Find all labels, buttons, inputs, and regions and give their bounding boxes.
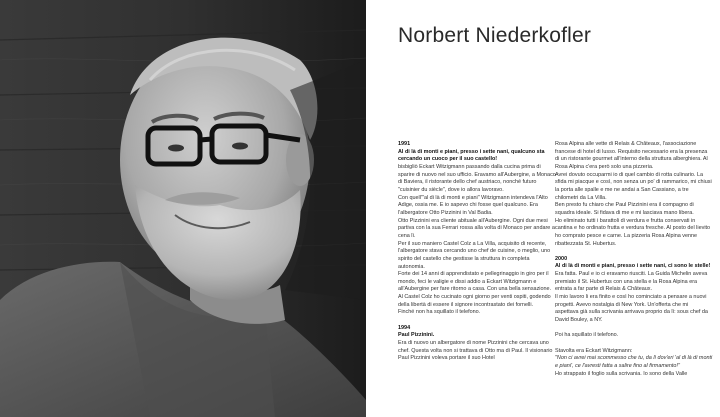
quote: "Non ci avrei mai scommesso che tu, da lì dov'eri 'al di là di monti e piani', ce l'avresti fatta a salire fino al firmamento!" bbox=[555, 355, 713, 369]
paragraph: Rosa Alpina alle vette di Relais & Châteaux, l'associazione francese di hotel di lusso. Requisito necessario era la presenza di un ristorante gourmet all'interno della struttura alberghiera. Al Rosa Alpina c'era però solo una pizzeria. bbox=[555, 141, 708, 170]
paragraph: Il mio lavoro li era finito e così ho cominciato a pensare a nuovi progetti. Avevo nostalgia di New York. Un'offerta che mi aspettava già sulla scrivania arrivava proprio da lì: sous chef da David Bouley, a NY. bbox=[555, 294, 708, 324]
year-heading: 2000 bbox=[555, 255, 568, 262]
text-page bbox=[366, 0, 720, 417]
section-heading: Al di là di monti e piani, presso i sette nani, qualcuno sta cercando un cuoco per il suo castello! bbox=[398, 148, 545, 163]
paragraph: Otto Pizzinini era cliente abituale all'Aubergine. Ogni due mesi partiva con la sua Ferrari rossa alla volta di Monaco per andare a cena lì. bbox=[398, 217, 555, 239]
paragraph: Poi ha squillato il telefono. bbox=[555, 332, 619, 339]
paragraph: Era fatta. Paul e io ci eravamo riusciti. La Guida Michelin aveva premiato il St. Hubertus con una stella e la Rosa Alpina era entrata a far parte di Relais & Châteaux. bbox=[555, 271, 708, 293]
paragraph: Avrei dovuto occuparmi io di quel cambio di rotta culinario. La sfida mi piacque e così, non senza un po' di rammarico, mi chiusi la porta alle spalle e me ne andai a San Cassiano, a tre chilometri da La Villa. bbox=[555, 171, 712, 201]
paragraph: Al Castel Colz ho cucinato ogni giorno per venti ospiti, godendo della libertà di essere il signore incontrastato dei fornelli. bbox=[398, 294, 551, 308]
paragraph: Era di nuovo un albergatore di nome Pizzinini che cercava uno chef. Questa volta non si trattava di Otto ma di Paul. Il visionario Paul Pizzinini voleva portare il suo Hotel bbox=[398, 340, 553, 362]
paragraph: Ho eliminato tutti i barattoli di verdura e frutta conservati in cantina e ho ordinato frutta e verdura fresche. Al posto del lievito ho comprato pesce e carne. La pizzeria Rosa Alpina venne ribattezzata St. Hubertus. bbox=[555, 217, 711, 247]
paragraph: Per il suo maniero Castel Colz a La Villa, acquisito di recente, l'albergatore stava cercando uno chef de cuisine, o meglio, uno spirito del castello che gestisse la struttura in completa autonomia. bbox=[398, 240, 551, 270]
paragraph: Ben presto fu chiaro che Paul Pizzinini era il compagno di squadra ideale. Si fidava di me e mi lasciava mano libera. bbox=[555, 202, 694, 216]
page-title: Norbert Niederkofler bbox=[398, 24, 592, 47]
year-heading: 1994 bbox=[398, 324, 411, 331]
section-heading: Paul Pizzinini. bbox=[398, 332, 435, 339]
section-heading: Al di là di monti e piani, presso i sette nani, ci sono le stelle! bbox=[555, 263, 711, 270]
paragraph: Stavolta era Eckart Witzigmann: bbox=[555, 347, 633, 354]
text-column-right bbox=[555, 141, 713, 378]
paragraph: Con quell'"al di là di monti e piani" Witzigmann intendeva l'Alto Adige, ossia me. E io sapevo chi fosse quel qualcuno. Era l'albergatore Otto Pizzinini in Val Badia. bbox=[398, 194, 548, 216]
paragraph: Ho strappato il foglio sulla scrivania. Io sono della Valle bbox=[555, 370, 688, 377]
paragraph: Forte dei 14 anni di apprendistato e pellegrinaggio in giro per il mondo, feci le valigie e dissi addio a Eckart Witzigmann e all'Aubergine per fare ritorno a casa. Con una bella sensazione. bbox=[398, 271, 552, 293]
year-heading: 1991 bbox=[398, 141, 411, 147]
paragraph: bisbigliò Eckart Witzigmann passando dalla cucina prima di sparire di nuovo nel suo ufficio. Eravamo all'Aubergine, a Monaco di Baviera, il ristorante dello chef austriaco, nonché futuro "cuisinier du siècle", dove io allora lavoravo. bbox=[398, 163, 556, 193]
paragraph: Finché non ha squillato il telefono. bbox=[398, 309, 481, 316]
text-column-left bbox=[398, 141, 556, 363]
